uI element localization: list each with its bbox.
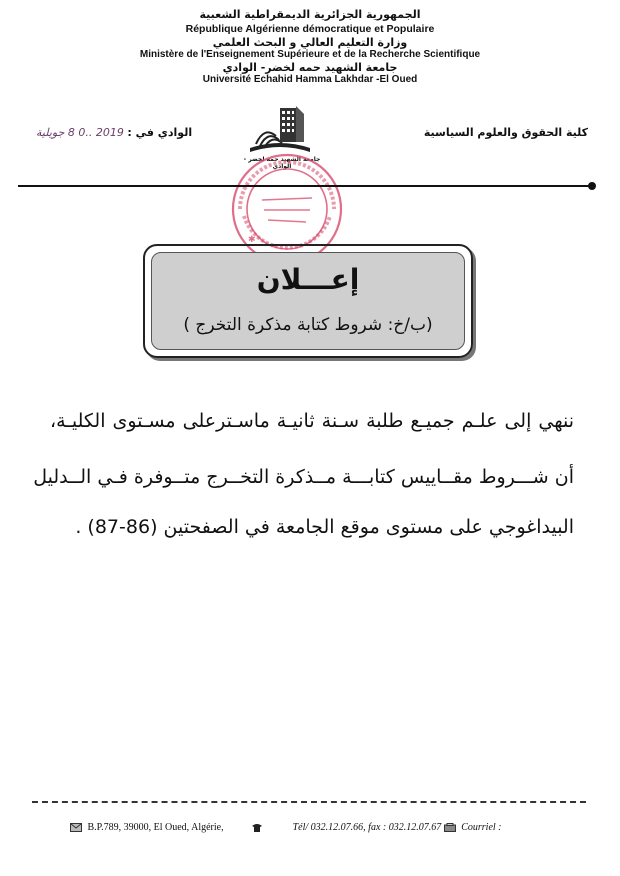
footer-phone-fax: Tél/ 032.12.07.66, fax : 032.12.07.67 bbox=[292, 822, 442, 834]
announcement-subtitle: (ب/خ: شروط كتابة مذكرة التخرج ) bbox=[183, 315, 433, 335]
header-divider bbox=[18, 185, 592, 187]
date-line bbox=[36, 126, 192, 139]
logo-caption: جامعة الشهيد حمه لخضر - الوادي bbox=[243, 156, 321, 170]
svg-text:✱: ✱ bbox=[248, 235, 256, 245]
footer-address: B.P.789, 39000, El Oued, Algérie, bbox=[87, 822, 224, 834]
body-line-2: أن شـــروط مقــاييس كتابـــة مــذكرة التخــرج متــوفرة فـي الــدليل bbox=[33, 466, 574, 488]
footer-contact bbox=[70, 822, 502, 833]
announcement-title: إعـــلان bbox=[256, 263, 360, 296]
announcement-box bbox=[143, 244, 473, 358]
ministry-arabic: وزارة التعليم العالي و البحث العلمي bbox=[212, 36, 408, 49]
body-line-1: ننهي إلى علـم جميـع طلبة سـنة ثانيـة ماسـترعلى مسـتوى الكليـة، bbox=[50, 410, 574, 432]
ministry-french: Ministère de l'Enseignement Supérieure et de la Recherche Scientifique bbox=[139, 49, 481, 60]
faculty-name: كلية الحقوق والعلوم السياسية bbox=[423, 126, 588, 139]
telephone-icon bbox=[251, 823, 263, 832]
date-value: 2019 ..0 8 جويلية bbox=[36, 126, 124, 139]
university-french: Université Echahid Hamma Lakhdar -El Oued bbox=[202, 74, 418, 85]
footer-email-label: Courriel : bbox=[461, 822, 502, 834]
university-arabic: جامعة الشهيد حمه لخضر- الوادي bbox=[222, 61, 398, 74]
republic-arabic: الجمهورية الجزائرية الديمقراطية الشعبية bbox=[199, 8, 421, 21]
body-line-3: البيداغوجي على مستوى موقع الجامعة في الصفحتين (86-87) . bbox=[75, 516, 574, 538]
announcement-inner bbox=[151, 252, 465, 350]
footer-divider bbox=[32, 801, 586, 803]
divider-end-dot bbox=[588, 182, 596, 190]
envelope-icon bbox=[70, 823, 82, 832]
date-label: الوادي في : bbox=[127, 126, 193, 139]
republic-french: République Algérienne démocratique et Populaire bbox=[185, 23, 435, 35]
fax-icon bbox=[444, 823, 456, 832]
